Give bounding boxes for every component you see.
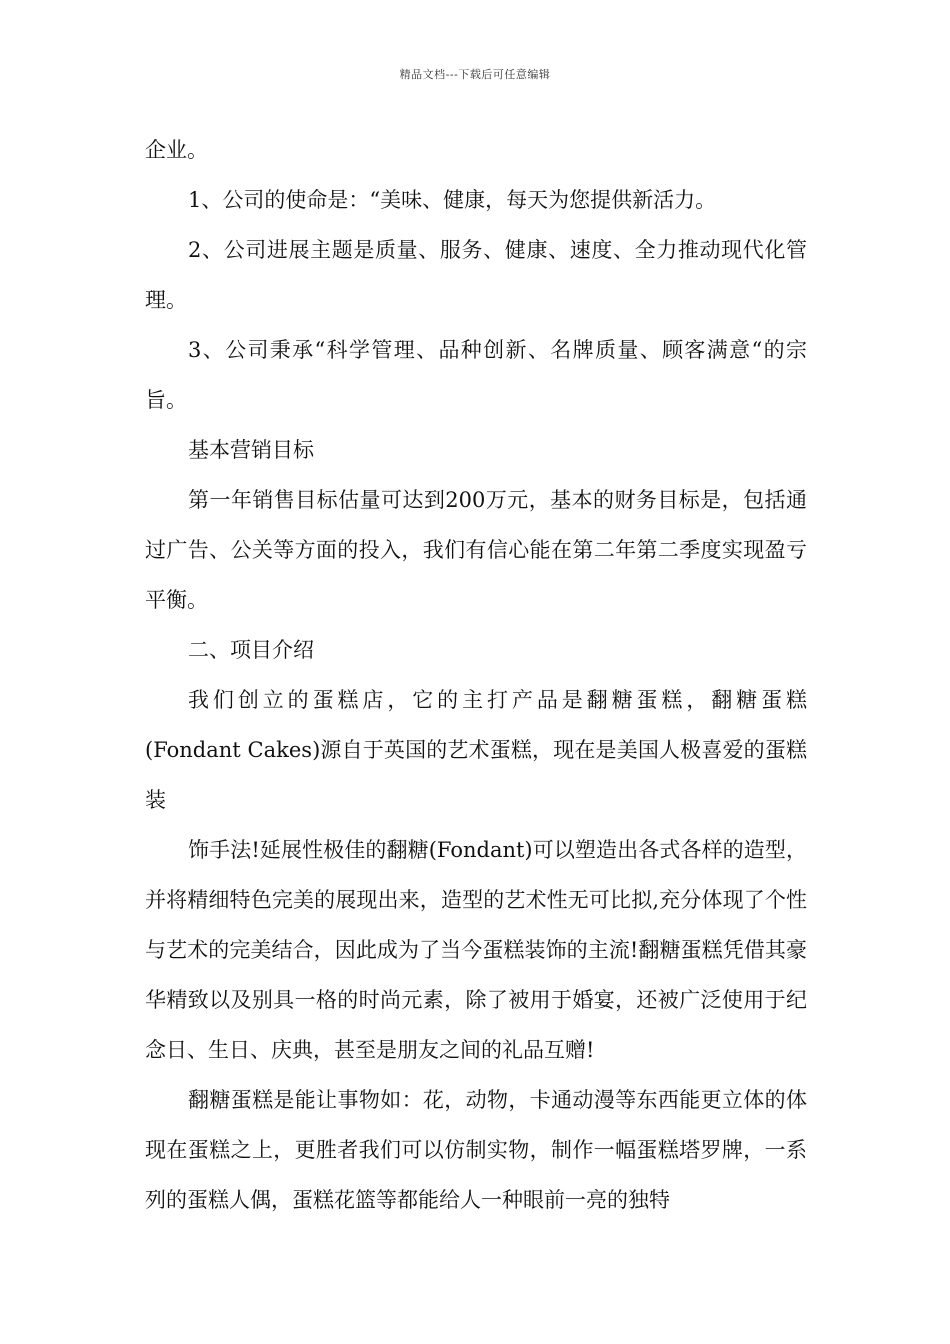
paragraph-8: 我们创立的蛋糕店，它的主打产品是翻糖蛋糕，翻糖蛋糕(Fondant Cakes)源自于英国的艺术蛋糕，现在是美国人极喜爱的蛋糕装 [145,688,807,812]
paragraph-4: 3、公司秉承“科学管理、品种创新、名牌质量、顾客满意“的宗旨。 [145,338,807,412]
paragraph-9: 饰手法!延展性极佳的翻糖(Fondant)可以塑造出各式各样的造型，并将精细特色完美的展现出来，造型的艺术性无可比拟,充分体现了个性与艺术的完美结合，因此成为了当今蛋糕装饰的主流!翻糖蛋糕凭借其豪华精致以及别具一格的时尚元素，除了被用于婚宴，还被广泛使用于纪念日、生日、庆典，甚至是朋友之间的礼品互赠! [145,838,807,1062]
section-heading-marketing-goals: 基本营销目标 [188,438,314,462]
section-heading-project-intro: 二、项目介绍 [188,638,314,662]
paragraph-3: 2、公司进展主题是质量、服务、健康、速度、全力推动现代化管理。 [145,238,807,312]
paragraph-1: 企业。 [145,138,208,162]
page-header: 精品文档---下载后可任意编辑 [399,68,551,81]
document-body [145,125,807,1225]
paragraph-2: 1、公司的使命是：“美味、健康，每天为您提供新活力。 [188,188,717,212]
paragraph-10: 翻糖蛋糕是能让事物如：花，动物，卡通动漫等东西能更立体的体现在蛋糕之上，更胜者我们可以仿制实物，制作一幅蛋糕塔罗牌，一系列的蛋糕人偶，蛋糕花篮等都能给人一种眼前一亮的独特 [145,1088,807,1212]
paragraph-6: 第一年销售目标估量可达到200万元，基本的财务目标是，包括通过广告、公关等方面的投入，我们有信心能在第二年第二季度实现盈亏平衡。 [145,488,807,612]
